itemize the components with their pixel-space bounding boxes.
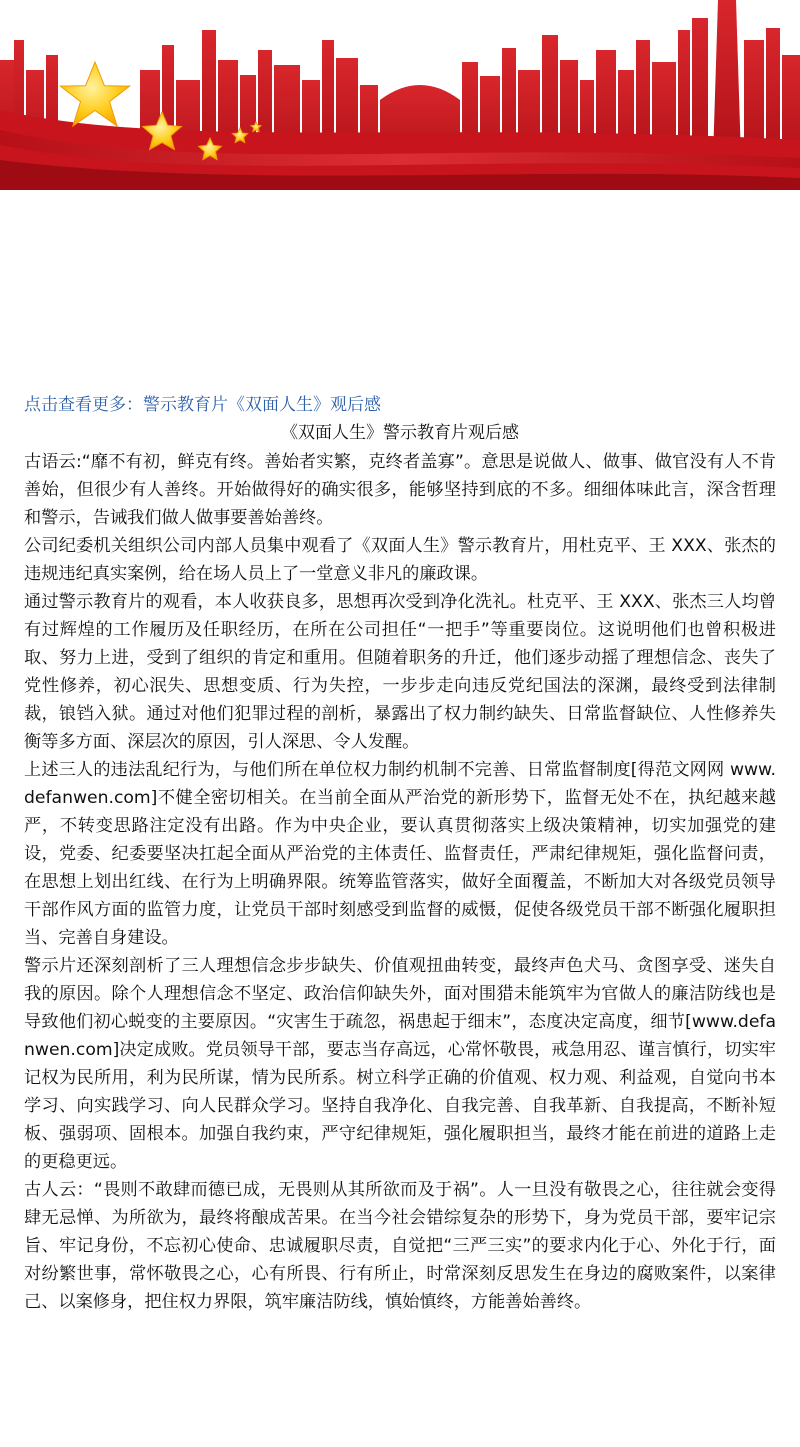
article-paragraph: 古人云：“畏则不敢肆而德已成，无畏则从其所欲而及于祸”。人一旦没有敬畏之心，往往就会变得肆无忌惮、为所欲为，最终将酿成苦果。在当今社会错综复杂的形势下，身为党员干部，要牢记宗旨、牢记身份，不忘初心使命、忠诚履职尽责，自觉把“三严三实”的要求内化于心、外化于行，面对纷繁世事，常怀敬畏之心，心有所畏、行有所止，时常深刻反思发生在身边的腐败案件，以案律己、以案修身，把住权力界限，筑牢廉洁防线，慎始慎终，方能善始善终。 — [24, 1180, 776, 1312]
article-paragraph: 古语云:“靡不有初，鲜克有终。善始者实繁，克终者盖寡”。意思是说做人、做事、做官没有人不肯善始，但很少有人善终。开始做得好的确实很多，能够坚持到底的不多。细细体味此言，深含哲理和警示，告诫我们做人做事要善始善终。 — [24, 452, 776, 528]
article-content — [24, 392, 776, 1316]
article-paragraph: 公司纪委机关组织公司内部人员集中观看了《双面人生》警示教育片，用杜克平、王 XXX、张杰的违规违纪真实案例，给在场人员上了一堂意义非凡的廉政课。 — [24, 536, 776, 584]
article-paragraph: 通过警示教育片的观看，本人收获良多，思想再次受到净化洗礼。杜克平、王 XXX、张杰三人均曾有过辉煌的工作履历及任职经历，在所在公司担任“一把手”等重要岗位。这说明他们也曾积极进取、努力上进，受到了组织的肯定和重用。但随着职务的升迁，他们逐步动摇了理想信念、丧失了党性修养，初心泯失、思想变质、行为失控，一步步走向违反党纪国法的深渊，最终受到法律制裁，锒铛入狱。通过对他们犯罪过程的剖析，暴露出了权力制约缺失、日常监督缺位、人性修养失衡等多方面、深层次的原因，引人深思、令人发醒。 — [24, 592, 776, 752]
article-paragraph: 警示片还深刻剖析了三人理想信念步步缺失、价值观扭曲转变，最终声色犬马、贪图享受、迷失自我的原因。除个人理想信念不坚定、政治信仰缺失外，面对围猎未能筑牢为官做人的廉洁防线也是导致他们初心蜕变的主要原因。“灾害生于疏忽，祸患起于细末”，态度决定高度，细节[www.defanwen.com]决定成败。党员领导干部，要志当存高远，心常怀敬畏，戒急用忍、谨言慎行，切实牢记权为民所用，利为民所谋，情为民所系。树立科学正确的价值观、权力观、利益观，自觉向书本学习、向实践学习、向人民群众学习。坚持自我净化、自我完善、自我革新、自我提高，不断补短板、强弱项、固根本。加强自我约束，严守纪律规矩，强化履职担当，最终才能在前进的道路上走的更稳更远。 — [24, 956, 776, 1172]
large-star-icon — [60, 62, 129, 126]
header-banner — [0, 0, 800, 190]
article-title: 《双面人生》警示教育片观后感 — [281, 423, 519, 443]
article-paragraph: 上述三人的违法乱纪行为，与他们所在单位权力制约机制不完善、日常监督制度[得范文网网 www.defanwen.com]不健全密切相关。在当前全面从严治党的新形势下，监督无处不在，执纪越来越严，不转变思路注定没有出路。作为中央企业，要认真贯彻落实上级决策精神，切实加强党的建设，党委、纪委要坚决扛起全面从严治党的主体责任、监督责任，严肃纪律规矩，强化监督问责，在思想上划出红线、在行为上明确界限。统筹监管落实，做好全面覆盖，不断加大对各级党员领导干部作风方面的监管力度，让党员干部时刻感受到监督的威慑，促使各级党员干部不断强化履职担当、完善自身建设。 — [24, 760, 776, 948]
more-articles-link[interactable]: 点击查看更多：警示教育片《双面人生》观后感 — [24, 395, 381, 415]
